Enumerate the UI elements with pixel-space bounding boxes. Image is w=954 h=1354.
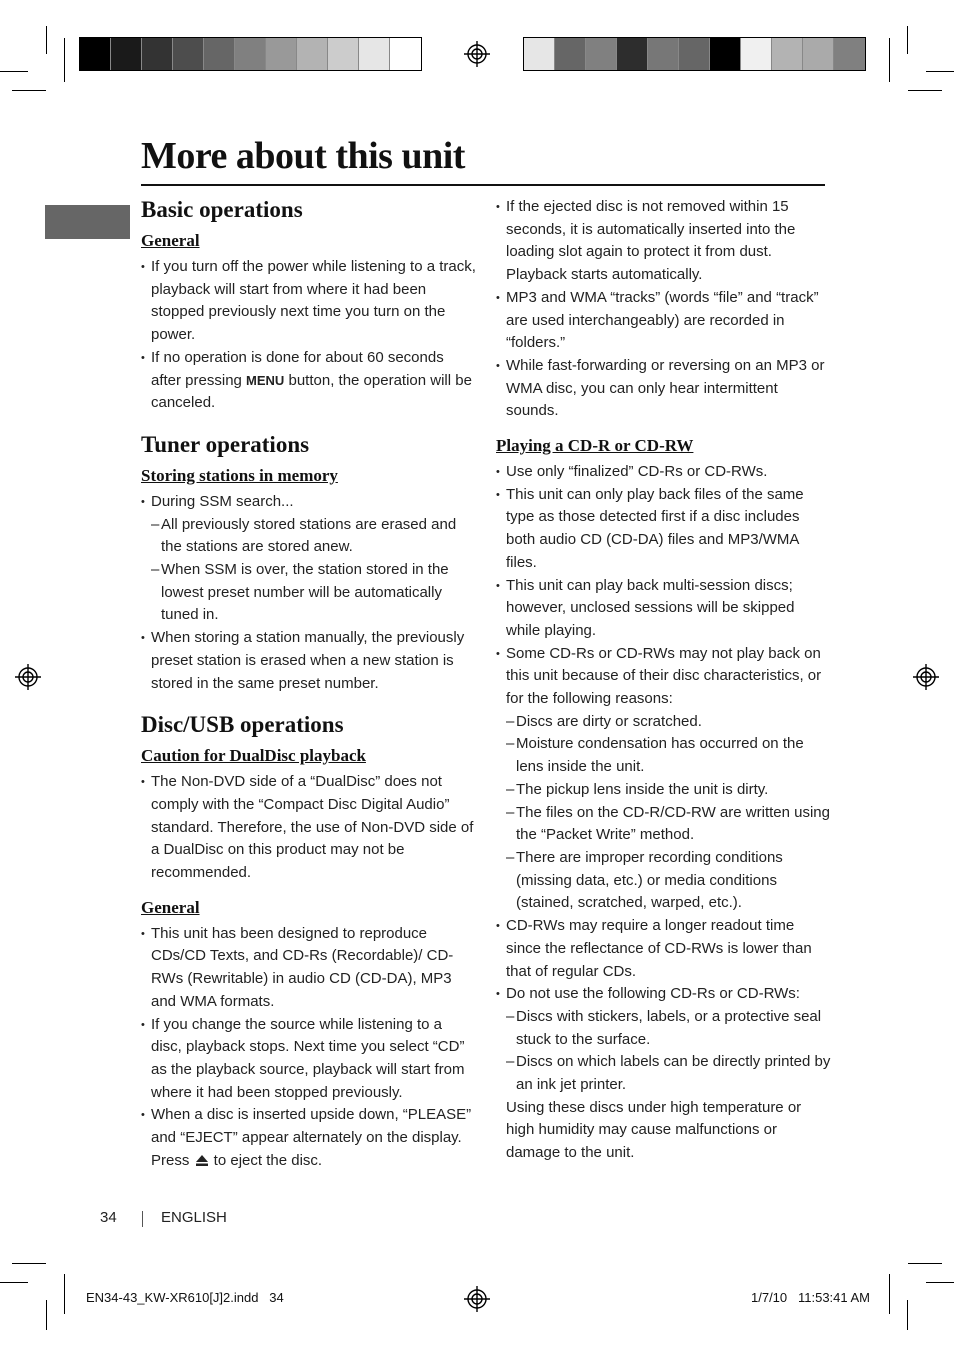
menu-key-label: MENU [246,372,285,388]
color-swatch [80,38,111,70]
color-bar-right [523,37,866,71]
list-item: – All previously stored stations are erased and the stations are stored anew. [151,514,476,559]
title-rule [141,184,825,186]
list-item: – The files on the CD-R/CD-RW are written using the “Packet Write” method. [506,802,831,847]
color-swatch [617,38,648,70]
list-item: – There are improper recording conditions (missing data, etc.) or media conditions (stained, scratched, warped, etc.). [506,847,831,915]
text: If no operation is done for about 60 seconds after pressing [151,348,444,389]
footer-language: ENGLISH [161,1209,227,1226]
color-swatch [204,38,235,70]
slug-filename: EN34-43_KW-XR610[J]2.indd 34 [86,1290,284,1305]
color-swatch [772,38,803,70]
crop-mark-top-right-h2 [908,90,942,91]
color-swatch [173,38,204,70]
page-number: 34 [100,1209,117,1226]
crop-mark-bottom-left-h [12,1263,46,1264]
registration-mark-right-icon [913,664,939,690]
text: Do not use the following CD-Rs or CD-RWs: [506,985,800,1003]
bullet-list [141,491,476,695]
bullet-list [141,771,476,885]
bullet-list [496,196,831,423]
list-item: – The pickup lens inside the unit is dirty. [506,779,831,802]
crop-mark-top-left-h [0,71,28,72]
list-item: – Discs on which labels can be directly printed by an ink jet printer. [506,1051,831,1096]
crop-mark-top-left-h2 [12,90,46,91]
list-item: • When storing a station manually, the previously preset station is erased when a new station is stored in the same preset number. [141,627,476,695]
text: When a disc is inserted upside down, “PLEASE” and “EJECT” appear alternately on the display. Press [151,1106,472,1169]
list-item: • This unit can play back multi-session discs; however, unclosed sessions will be skipped while playing. [496,575,831,643]
crop-mark-top-left-v [46,26,47,54]
subheading-storing-stations: Storing stations in memory [141,465,338,485]
list-item: • Use only “finalized” CD-Rs or CD-RWs. [496,461,831,484]
warning-note: Using these discs under high temperature or high humidity may cause malfunctions or damage to the unit. [506,1098,802,1162]
dash-list [151,514,476,628]
list-item: • While fast-forwarding or reversing on an MP3 or WMA disc, you can only hear intermittent sounds. [496,355,831,423]
color-swatch [297,38,328,70]
crop-mark-bottom-left-v2 [46,1300,47,1330]
page-title: More about this unit [141,135,465,177]
list-item [496,983,831,1165]
bullet-list [496,461,831,1165]
list-item: • If the ejected disc is not removed within 15 seconds, it is automatically inserted into the loading slot again to protect it from dust. Playback starts automatically. [496,196,831,287]
list-item [141,347,476,415]
list-item: – Discs are dirty or scratched. [506,711,831,734]
color-swatch [235,38,266,70]
list-item: – When SSM is over, the station stored in the lowest preset number will be automatically tuned in. [151,559,476,627]
list-item: • The Non-DVD side of a “DualDisc” does not comply with the “Compact Disc Digital Audio” standard. Therefore, the use of Non-DVD side of a DualDisc on this product may not be recommended. [141,771,476,885]
registration-mark-left-icon [15,664,41,690]
registration-mark-top-icon [464,41,490,67]
list-item: – Moisture condensation has occurred on the lens inside the unit. [506,733,831,778]
right-column [496,196,831,1165]
text: During SSM search... [151,492,294,510]
subheading-playing-cdr: Playing a CD-R or CD-RW [496,436,694,456]
text: to eject the disc. [209,1151,323,1169]
list-item: • If you change the source while listening to a disc, playback stops. Next time you select “CD” as the playback source, playback will start from where it had been stopped previously. [141,1014,476,1105]
color-swatch [390,38,421,70]
color-swatch [111,38,142,70]
section-heading-basic: Basic operations [141,197,303,222]
section-heading-tuner: Tuner operations [141,431,310,457]
dash-list [506,711,831,915]
dash-list [506,1006,831,1097]
color-swatch [142,38,173,70]
list-item: • This unit can only play back files of the same type as those detected first if a disc includes both audio CD (CD-DA) files and MP3/WMA files. [496,484,831,575]
crop-mark-bottom-right-v [889,1274,890,1314]
crop-mark-top-left-v2 [64,38,65,82]
crop-mark-bottom-left-h2 [0,1282,28,1283]
left-column [141,196,476,1173]
color-swatch [679,38,710,70]
list-item: • This unit has been designed to reproduce CDs/CD Texts, and CD-Rs (Recordable)/ CD-RWs (Rewritable) in audio CD (CD-DA), MP3 and WMA formats. [141,923,476,1014]
section-heading-disc-usb: Disc/USB operations [141,712,344,738]
text: button, the operation will be canceled. [151,371,472,412]
list-item [496,643,831,915]
color-swatch [586,38,617,70]
crop-mark-bottom-left-v [64,1274,65,1314]
list-item [141,491,476,627]
crop-mark-bottom-right-v2 [907,1300,908,1330]
color-swatch [803,38,834,70]
footer-divider [142,1211,143,1227]
subheading-general: General [141,231,200,250]
color-swatch [524,38,555,70]
list-item: • If you turn off the power while listening to a track, playback will start from where it had been stopped previously next time you turn on the power. [141,256,476,347]
subheading-caution-dualdisc: Caution for DualDisc playback [141,746,366,766]
registration-mark-bottom-icon [464,1286,490,1312]
crop-mark-bottom-right-h2 [926,1282,954,1283]
crop-mark-top-right-h [926,71,954,72]
list-item: – Discs with stickers, labels, or a protective seal stuck to the surface. [506,1006,831,1051]
color-swatch [834,38,865,70]
bullet-list [141,256,476,415]
crop-mark-top-right-v [907,26,908,54]
subheading-general-disc: General [141,897,200,917]
slug-timestamp: 1/7/10 11:53:41 AM [751,1290,871,1305]
list-item: • MP3 and WMA “tracks” (words “file” and “track” are used interchangeably) are recorded in “folders.” [496,287,831,355]
color-swatch [648,38,679,70]
color-swatch [741,38,772,70]
side-tab [45,205,130,239]
eject-icon [196,1155,208,1166]
list-item: • CD-RWs may require a longer readout time since the reflectance of CD-RWs is lower than that of regular CDs. [496,915,831,983]
color-bar-left [79,37,422,71]
color-swatch [710,38,741,70]
color-swatch [555,38,586,70]
color-swatch [266,38,297,70]
crop-mark-bottom-right-h [908,1263,942,1264]
crop-mark-top-right-v2 [889,38,890,82]
bullet-list [141,923,476,1173]
color-swatch [359,38,390,70]
list-item [141,1104,476,1172]
color-swatch [328,38,359,70]
text: Some CD-Rs or CD-RWs may not play back on this unit because of their disc characteristics, or for the following reasons: [506,644,822,708]
